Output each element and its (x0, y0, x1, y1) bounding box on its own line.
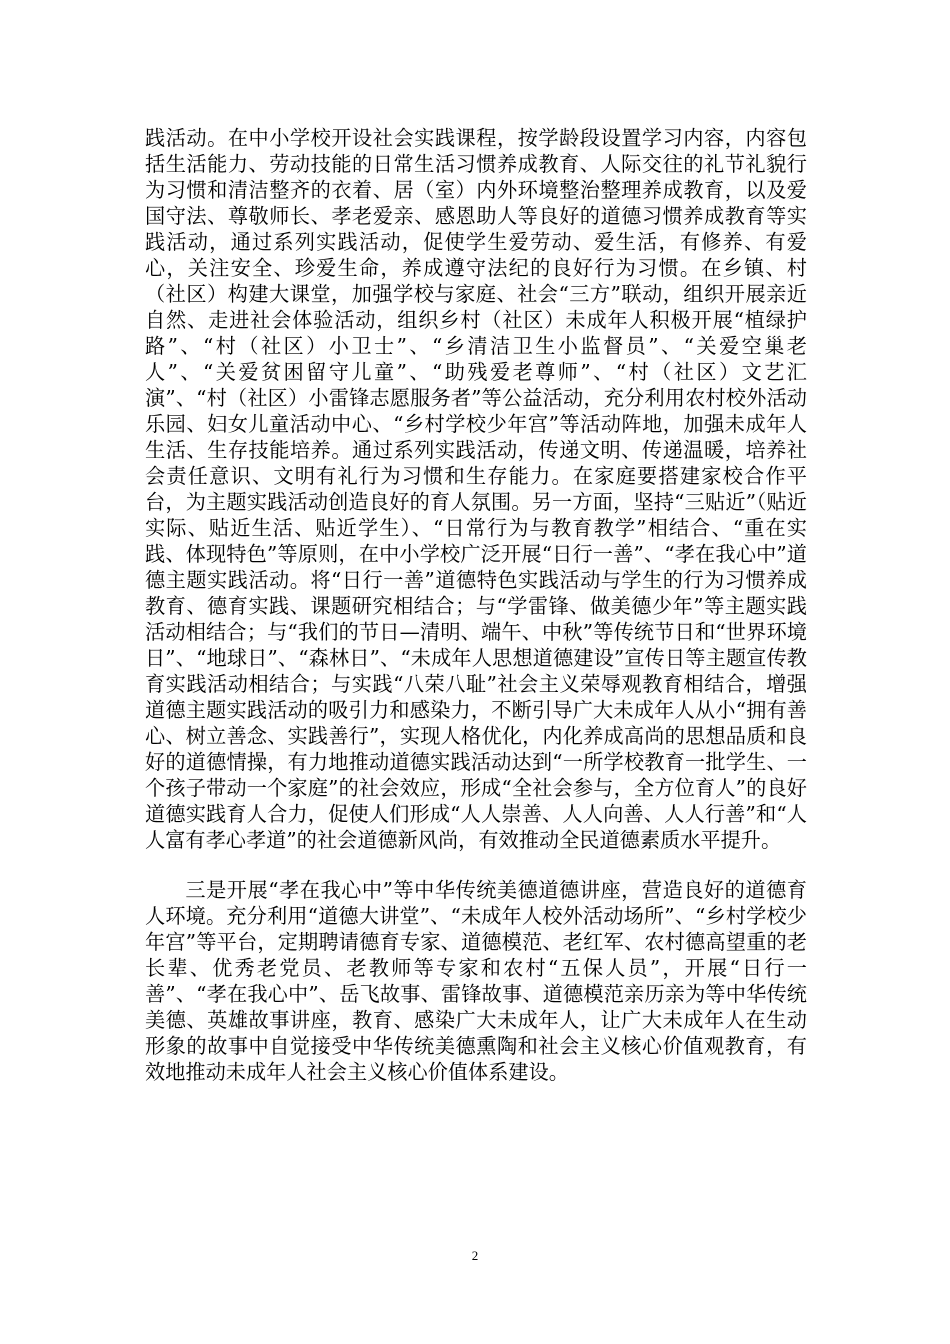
paragraph-moral-lectures: 三是开展“孝在我心中”等中华传统美德道德讲座，营造良好的道德育人环境。充分利用“道德大讲堂”、“未成年人校外活动场所”、“乡村学校少年宫”等平台，定期聘请德育专家、道德模范、老红军、农村德高望重的老长辈、优秀老党员、老教师等专家和农村“五保人员”，开展“日行一善”、“孝在我心中”、岳飞故事、雷锋故事、道德模范亲历亲为等中华传统美德、英雄故事讲座，教育、感染广大未成年人，让广大未成年人在生动形象的故事中自觉接受中华传统美德熏陶和社会主义核心价值观教育，有效地推动未成年人社会主义核心价值体系建设。 (145, 878, 807, 1084)
paragraph-continued-practice-activities: 践活动。在中小学校开设社会实践课程，按学龄段设置学习内容，内容包括生活能力、劳动技能的日常生活习惯养成教育、人际交往的礼节礼貌行为习惯和清洁整齐的衣着、居（室）内外环境整治整理养成教育，以及爱国守法、尊敬师长、孝老爱亲、感恩助人等良好的道德习惯养成教育等实践活动，通过系列实践活动，促使学生爱劳动、爱生活，有修养、有爱心，关注安全、珍爱生命，养成遵守法纪的良好行为习惯。在乡镇、村（社区）构建大课堂，加强学校与家庭、社会“三方”联动，组织开展亲近自然、走进社会体验活动，组织乡村（社区）未成年人积极开展“植绿护路”、“村（社区）小卫士”、“乡清洁卫生小监督员”、“关爱空巢老人”、“关爱贫困留守儿童”、“助残爱老尊师”、“村（社区）文艺汇演”、“村（社区）小雷锋志愿服务者”等公益活动，充分利用农村校外活动乐园、妇女儿童活动中心、“乡村学校少年宫”等活动阵地，加强未成年人生活、生存技能培养。通过系列实践活动，传递文明、传递温暖，培养社会责任意识、文明有礼行为习惯和生存能力。在家庭要搭建家校合作平台，为主题实践活动创造良好的育人氛围。另一方面，坚持“三贴近”（贴近实际、贴近生活、贴近学生）、“日常行为与教育教学”相结合、“重在实践、体现特色”等原则，在中小学校广泛开展“日行一善”、“孝在我心中”道德主题实践活动。将“日行一善”道德特色实践活动与学生的行为习惯养成教育、德育实践、课题研究相结合；与“学雷锋、做美德少年”等主题实践活动相结合；与“我们的节日—清明、端午、中秋”等传统节日和“世界环境日”、“地球日”、“森林日”、“未成年人思想道德建设”宣传日等主题宣传教育实践活动相结合；与实践“八荣八耻”社会主义荣辱观教育相结合，增强道德主题实践活动的吸引力和感染力，不断引导广大未成年人从小“拥有善心、树立善念、实践善行”，实现人格优化，内化养成高尚的思想品质和良好的道德情操，有力地推动道德实践活动达到“一所学校教育一批学生、一个孩子带动一个家庭”的社会效应，形成“全社会参与，全方位育人”的良好道德实践育人合力，促使人们形成“人人崇善、人人向善、人人行善”和“人人富有孝心孝道”的社会道德新风尚，有效推动全民道德素质水平提升。 (145, 126, 807, 852)
document-body (145, 125, 807, 1085)
page-number: 2 (471, 1248, 479, 1263)
